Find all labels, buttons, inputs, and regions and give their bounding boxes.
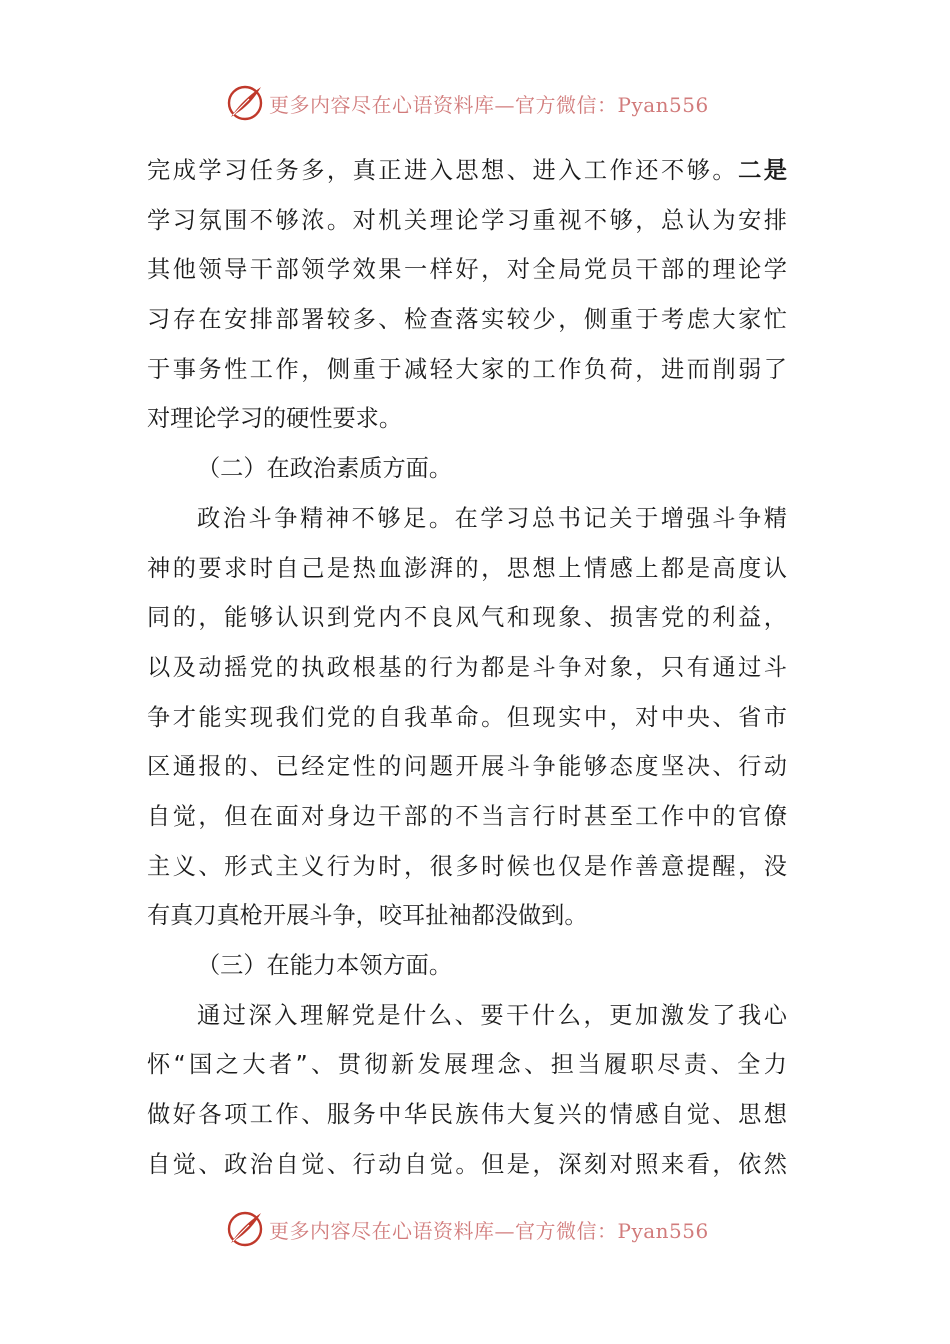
bold-marker: 二是	[738, 157, 787, 184]
text-line: 自觉，但在面对身边干部的不当言行时甚至工作中的官僚	[147, 802, 787, 830]
header-banner	[225, 83, 709, 123]
body-text	[147, 146, 787, 1189]
text-line: 同的，能够认识到党内不良风气和现象、损害党的利益，	[147, 604, 787, 632]
quill-logo-icon	[225, 83, 265, 123]
quill-logo-icon	[225, 1209, 265, 1249]
text-line: 其他领导干部领学效果一样好，对全局党员干部的理论学	[147, 256, 787, 284]
text-line: 主义、形式主义行为时，很多时候也仅是作善意提醒，没	[147, 852, 787, 880]
header-banner-text: 更多内容尽在心语资料库—官方微信：Pyan556	[269, 92, 709, 117]
section-heading: （二）在政治素质方面。	[197, 455, 453, 483]
text-line: 怀“国之大者”、贯彻新发展理念、担当履职尽责、全力	[147, 1051, 787, 1079]
text-line: 于事务性工作，侧重于减轻大家的工作负荷，进而削弱了	[147, 355, 787, 383]
text-line: 通过深入理解党是什么、要干什么，更加激发了我心	[197, 1001, 787, 1029]
text-line: 自觉、政治自觉、行动自觉。但是，深刻对照来看，依然	[147, 1150, 787, 1178]
section-heading: （三）在能力本领方面。	[197, 952, 453, 979]
text-line: 以及动摇党的执政根基的行为都是斗争对象，只有通过斗	[147, 653, 787, 681]
text-line: 政治斗争精神不够足。在学习总书记关于增强斗争精	[197, 504, 787, 532]
text-line: 做好各项工作、服务中华民族伟大复兴的情感自觉、思想	[147, 1101, 787, 1129]
text-line: 神的要求时自己是热血澎湃的，思想上情感上都是高度认	[147, 554, 787, 582]
text-line: 对理论学习的硬性要求。	[147, 405, 403, 433]
footer-banner-text: 更多内容尽在心语资料库—官方微信：Pyan556	[269, 1218, 709, 1243]
footer-banner	[225, 1209, 709, 1249]
text-line: 完成学习任务多，真正进入思想、进入工作还不够。二是	[147, 157, 787, 184]
text-line: 区通报的、已经定性的问题开展斗争能够态度坚决、行动	[147, 753, 787, 781]
text-line: 学习氛围不够浓。对机关理论学习重视不够，总认为安排	[147, 206, 787, 234]
text-line: 争才能实现我们党的自我革命。但现实中，对中央、省市	[147, 703, 787, 731]
text-line: 有真刀真枪开展斗争，咬耳扯袖都没做到。	[147, 902, 588, 930]
text-line: 习存在安排部署较多、检查落实较少，侧重于考虑大家忙	[147, 306, 787, 334]
